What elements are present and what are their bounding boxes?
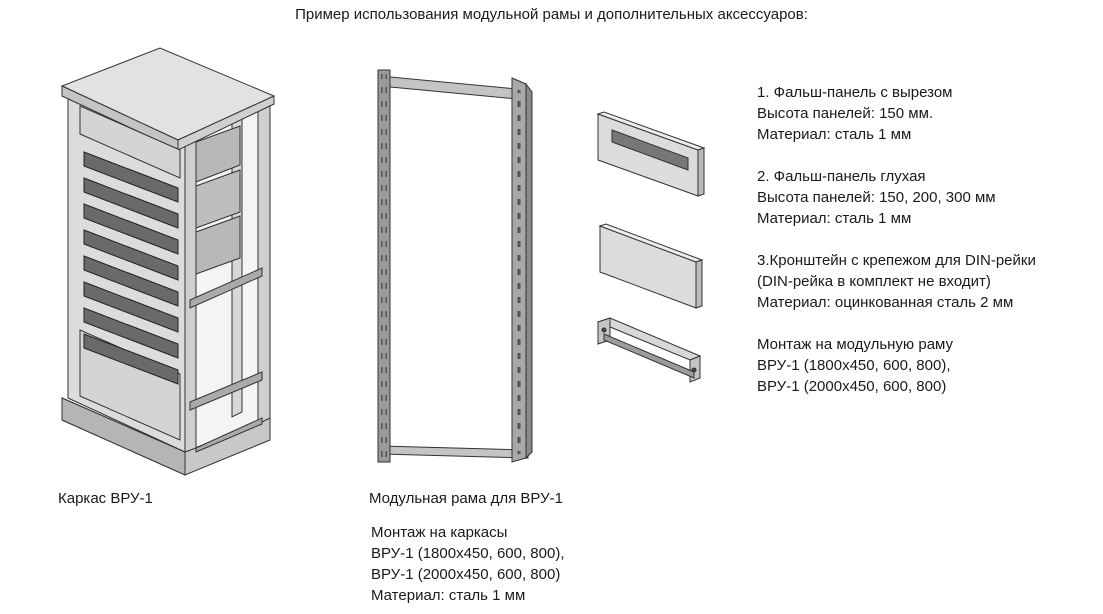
accessory-line: Материал: сталь 1 мм	[757, 126, 912, 143]
accessory-line: 1. Фальш-панель с вырезом	[757, 84, 953, 101]
accessory-panel-cutout-text	[757, 82, 952, 145]
din-bracket-illustration	[598, 318, 700, 382]
panel-with-cutout-illustration	[598, 112, 704, 196]
frame-note-line: Монтаж на каркасы	[371, 524, 508, 541]
frame-note-line: Материал: сталь 1 мм	[371, 587, 526, 604]
frame-caption: Модульная рама для ВРУ-1	[369, 490, 563, 507]
page-title: Пример использования модульной рамы и дополнительных аксессуаров:	[295, 6, 808, 23]
accessory-line: Монтаж на модульную раму	[757, 336, 954, 353]
accessory-din-bracket-text	[757, 250, 1036, 313]
accessory-blank-panel-text	[757, 166, 996, 229]
accessory-line: Высота панелей: 150 мм.	[757, 105, 934, 122]
accessory-line: 3.Кронштейн с крепежом для DIN-рейки	[757, 252, 1036, 269]
frame-note-line: ВРУ-1 (2000х450, 600, 800)	[371, 566, 561, 583]
accessory-line: ВРУ-1 (1800х450, 600, 800),	[757, 357, 951, 374]
modular-frame-illustration	[378, 70, 532, 462]
cabinet-caption: Каркас ВРУ-1	[58, 490, 153, 507]
accessory-line: Материал: сталь 1 мм	[757, 210, 912, 227]
frame-note-line: ВРУ-1 (1800х450, 600, 800),	[371, 545, 565, 562]
accessory-line: ВРУ-1 (2000х450, 600, 800)	[757, 378, 947, 395]
frame-notes	[371, 522, 565, 606]
accessory-mounting-text	[757, 334, 953, 397]
accessory-line: Высота панелей: 150, 200, 300 мм	[757, 189, 996, 206]
blank-panel-illustration	[600, 224, 702, 308]
accessory-line: 2. Фальш-панель глухая	[757, 168, 926, 185]
accessory-line: Материал: оцинкованная сталь 2 мм	[757, 294, 1014, 311]
accessory-line: (DIN-рейка в комплект не входит)	[757, 273, 991, 290]
